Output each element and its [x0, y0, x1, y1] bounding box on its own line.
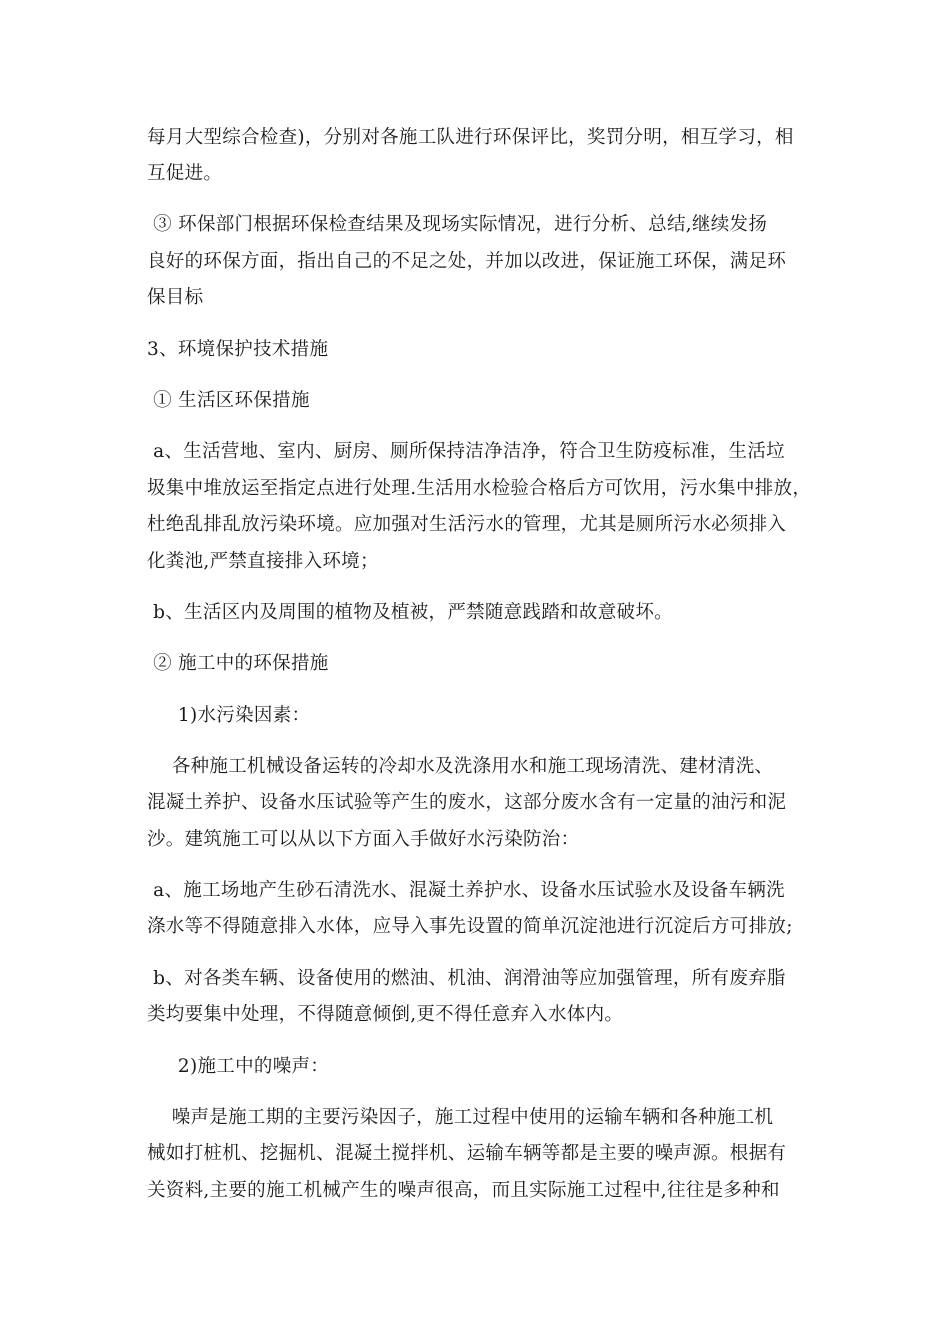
paragraph-line: a、施工场地产生砂石清洗水、混凝土养护水、设备水压试验水及设备车辆洗: [147, 880, 785, 901]
paragraph-line: 混凝土养护、设备水压试验等产生的废水，这部分废水含有一定量的油污和泥: [147, 792, 787, 813]
paragraph-line: 良好的环保方面，指出自己的不足之处，并加以改进，保证施工环保，满足环: [147, 251, 787, 272]
paragraph-line: 保目标: [147, 287, 204, 308]
paragraph-line: b、生活区内及周围的植物及植被，严禁随意践踏和故意破坏。: [147, 602, 673, 623]
paragraph-line: 涤水等不得随意排入水体，应导入事先设置的简单沉淀池进行沉淀后方可排放;: [147, 916, 793, 937]
paragraph-line: 各种施工机械设备运转的冷却水及洗涤用水和施工现场清洗、建材清洗、: [147, 756, 774, 777]
section-heading: 3、环境保护技术措施: [147, 339, 329, 360]
paragraph-line: 每月大型综合检查)，分别对各施工队进行环保评比，奖罚分明，相互学习，相: [147, 127, 794, 148]
paragraph-line: 杜绝乱排乱放污染环境。应加强对生活污水的管理，尤其是厕所污水必须排入: [147, 514, 787, 535]
paragraph-line: 噪声是施工期的主要污染因子，施工过程中使用的运输车辆和各种施工机: [147, 1107, 774, 1128]
paragraph-line: 类均要集中处理，不得随意倾倒,更不得任意弃入水体内。: [147, 1004, 624, 1025]
paragraph-line: a、生活营地、室内、厨房、厕所保持洁净洁净，符合卫生防疫标准，生活垃: [147, 441, 785, 462]
paragraph-line: 械如打桩机、挖掘机、混凝土搅拌机、运输车辆等都是主要的噪声源。根据有: [147, 1143, 787, 1164]
paragraph-line: 关资料,主要的施工机械产生的噪声很高，而且实际施工过程中,往往是多种和: [147, 1180, 780, 1201]
paragraph-line: 圾集中堆放运至指定点进行处理.生活用水检验合格后方可饮用，污水集中排放，: [147, 478, 812, 499]
subsection-heading: ② 施工中的环保措施: [147, 653, 329, 674]
paragraph-line: b、对各类车辆、设备使用的燃油、机油、润滑油等应加强管理，所有废弃脂: [147, 968, 786, 989]
item-heading: 2)施工中的噪声：: [147, 1056, 330, 1077]
item-heading: 1)水污染因素：: [147, 705, 311, 726]
subsection-heading: ① 生活区环保措施: [147, 390, 310, 411]
paragraph-line: ③ 环保部门根据环保检查结果及现场实际情况，进行分析、总结,继续发扬: [147, 214, 768, 235]
paragraph-line: 化粪池,严禁直接排入环境；: [147, 551, 379, 572]
paragraph-line: 互促进。: [147, 163, 223, 184]
paragraph-line: 沙。建筑施工可以从以下方面入手做好水污染防治：: [147, 829, 580, 850]
